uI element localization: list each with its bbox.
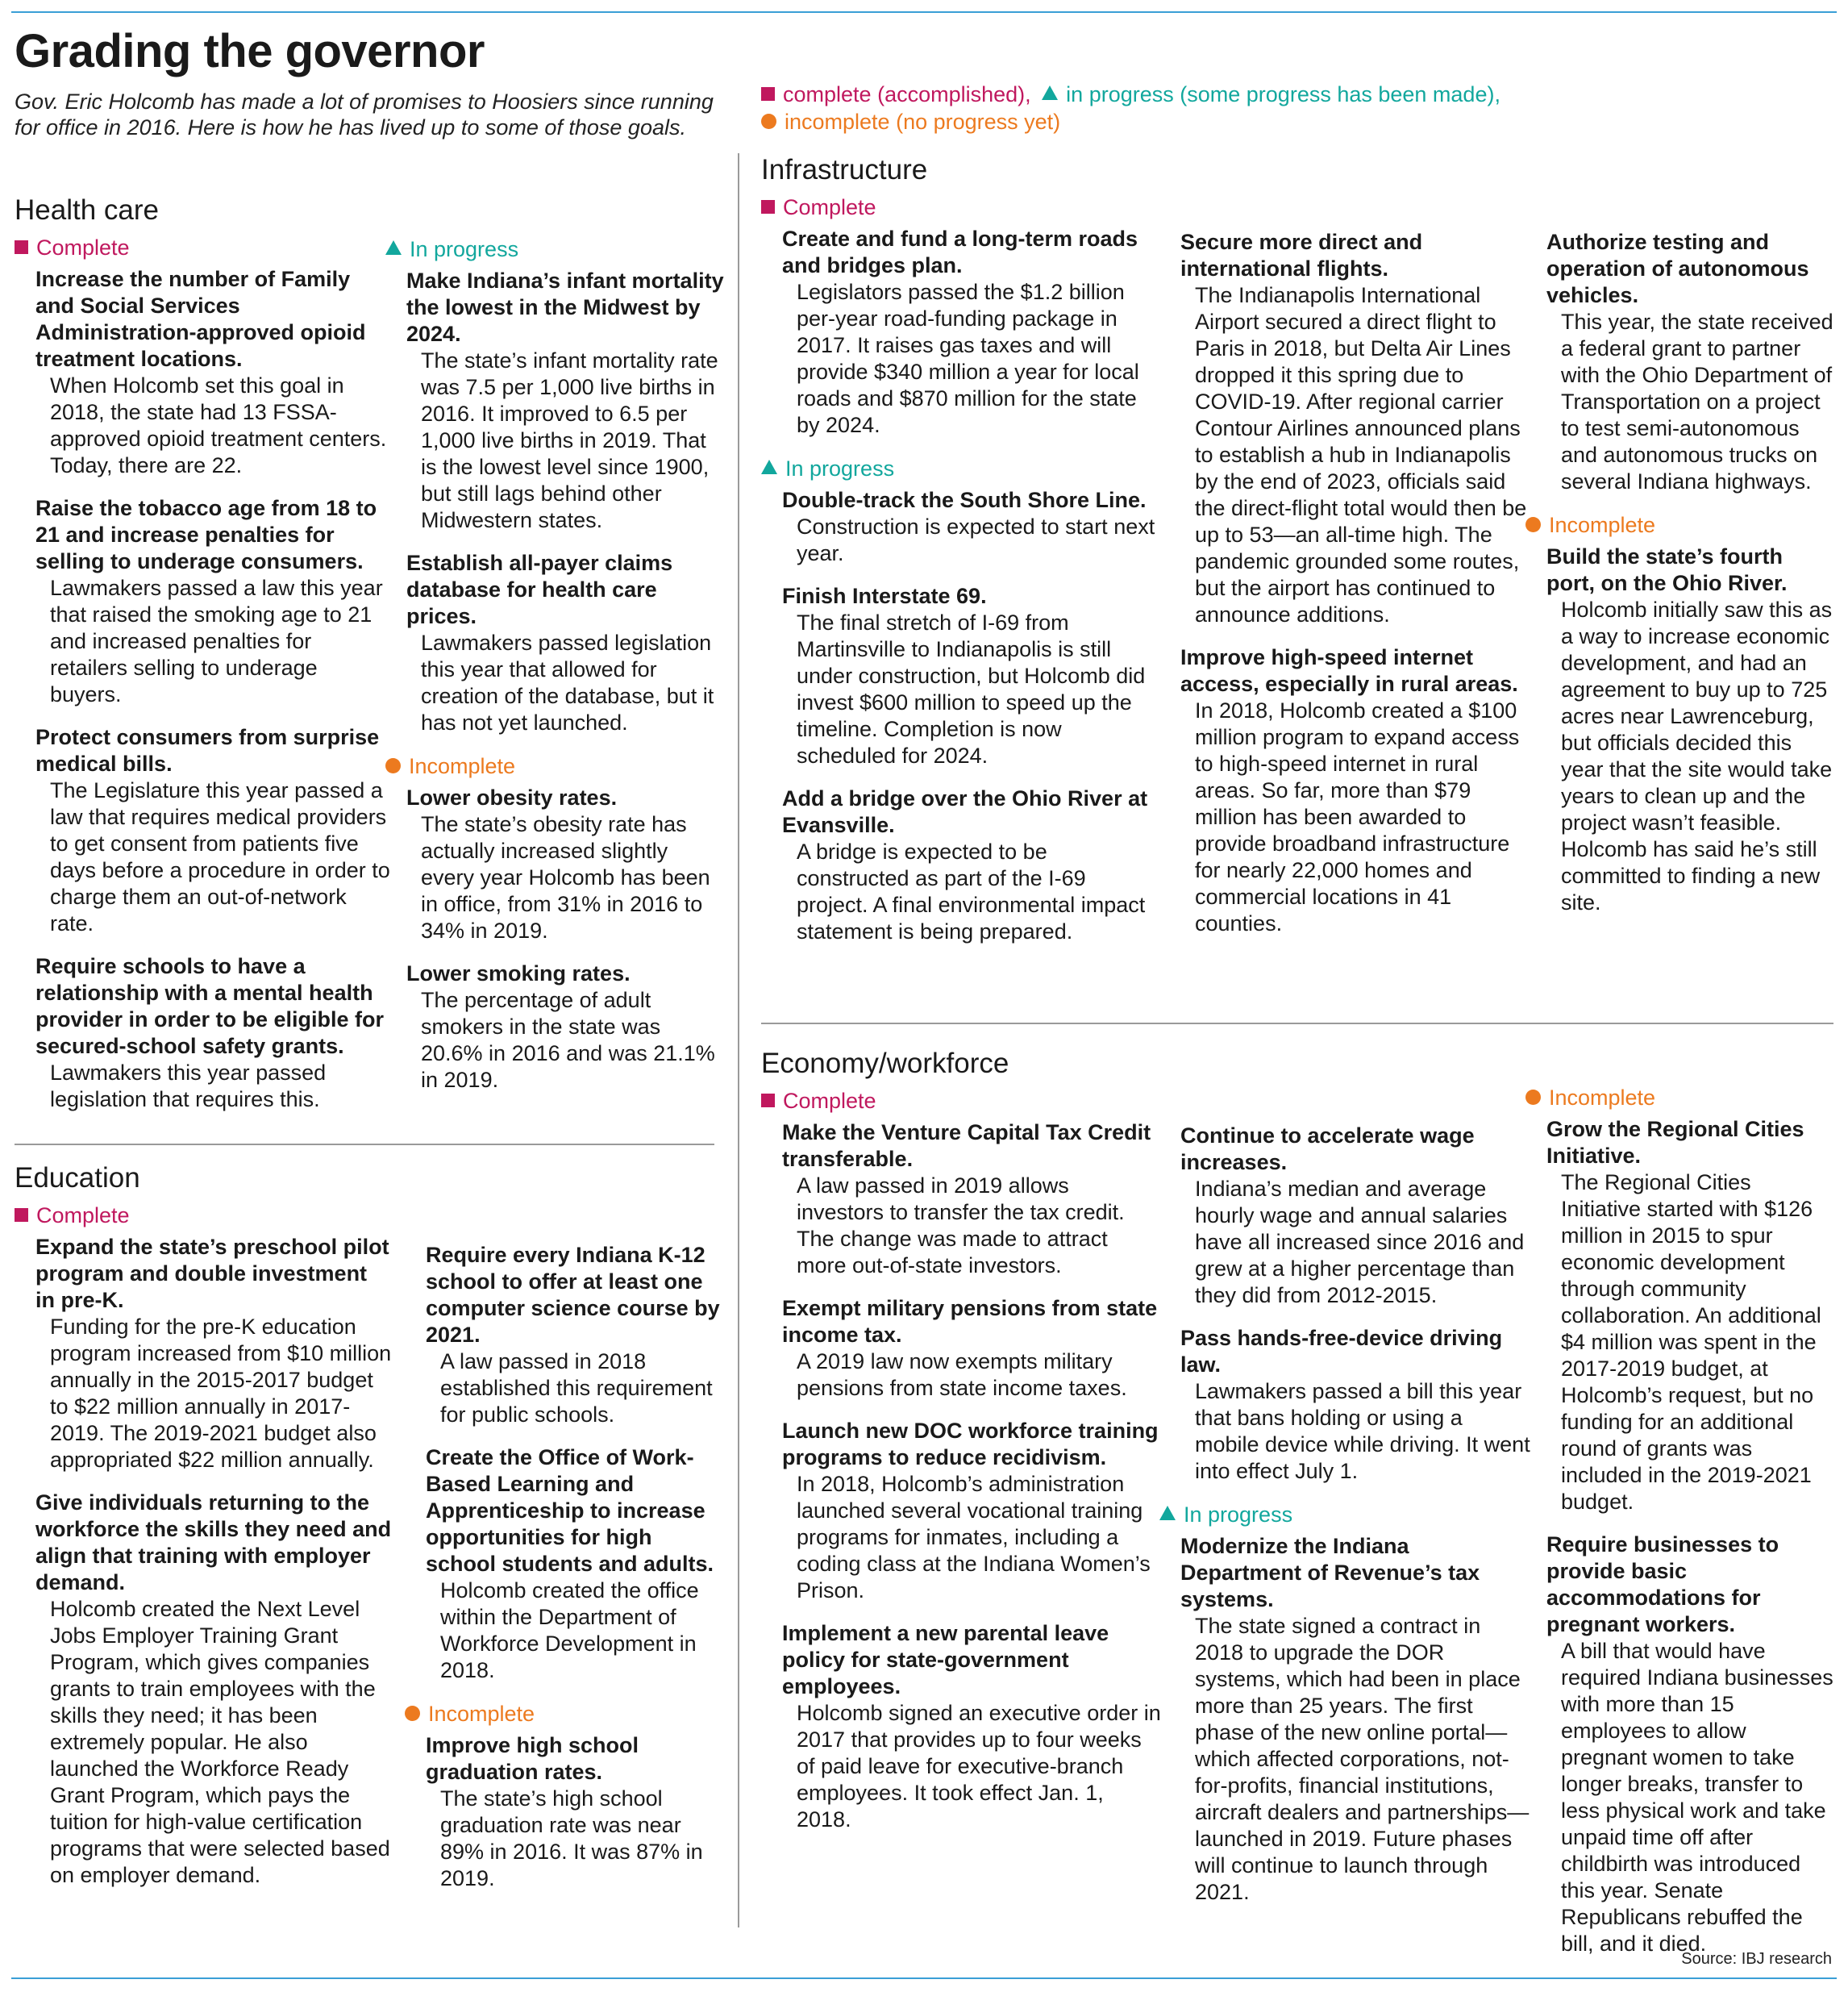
economy-column-3 — [1525, 1084, 1833, 1973]
goal-body: A bridge is expected to be constructed as part of the I-69 project. A final environmental impact statement is being prepared. — [797, 840, 1146, 944]
goal-body: Holcomb signed an executive order in 2017 that provides up to four weeks of paid leave for executive-branch employees. It took effect Jan. 1, 2018. — [797, 1701, 1161, 1832]
goal-heading: Raise the tobacco age from 18 to 21 and increase penalties for selling to underage consumers. — [35, 496, 377, 573]
goal-heading: Implement a new parental leave policy for state-government employees. — [782, 1621, 1109, 1698]
goal-heading: Add a bridge over the Ohio River at Evansville. — [782, 786, 1148, 837]
goal-item — [426, 1444, 724, 1684]
goal-item — [782, 583, 1161, 769]
goal-body: Lawmakers passed a bill this year that bans holding or using a mobile device while driving. It went into effect July 1. — [1195, 1379, 1530, 1483]
goal-body: The state’s high school graduation rate was near 89% in 2016. It was 87% in 2019. — [440, 1786, 703, 1890]
goal-heading: Create and fund a long-term roads and bridges plan. — [782, 227, 1138, 277]
goal-item — [406, 785, 724, 944]
goal-body: The state’s infant mortality rate was 7.5 per 1,000 live births in 2016. It improved to 6.5 per 1,000 live births in 2019. That is the lowest level since 1900, but still lags behind other Midwestern states. — [421, 348, 718, 532]
goal-body: A law passed in 2018 established this requirement for public schools. — [440, 1349, 713, 1427]
health-education-divider — [15, 1144, 714, 1145]
legend-incomplete: incomplete — [785, 110, 890, 134]
goal-item — [1180, 1123, 1530, 1309]
goal-body: The Legislature this year passed a law that requires medical providers to get consent from patients five days before a procedure in order to charge them an out-of-network rate. — [50, 778, 390, 936]
goal-heading: Establish all-payer claims database for health care prices. — [406, 551, 673, 628]
goal-item — [1546, 1532, 1833, 1957]
goal-body: In 2018, Holcomb’s administration launched several vocational training programs for inmates, including a coding class at the Indiana Women’s Prison. — [797, 1472, 1151, 1602]
health-section-title: Health care — [15, 194, 159, 226]
legend — [761, 81, 1809, 135]
goal-body: Lawmakers passed legislation this year that allowed for creation of the database, but it has not yet launched. — [421, 631, 714, 735]
incomplete-circle-icon — [761, 114, 776, 129]
economy-section-title: Economy/workforce — [761, 1048, 1009, 1079]
education-section-title: Education — [15, 1162, 140, 1194]
complete-square-icon — [761, 1094, 775, 1107]
goal-item — [35, 953, 392, 1113]
top-rule — [11, 11, 1837, 13]
goal-body: The state’s obesity rate has actually increased slightly every year Holcomb has been in office, from 31% in 2016 to 34% in 2019. — [421, 812, 710, 943]
goal-heading: Exempt military pensions from state income tax. — [782, 1296, 1158, 1347]
goal-heading: Grow the Regional Cities Initiative. — [1546, 1117, 1804, 1168]
incomplete-circle-icon — [1525, 517, 1541, 532]
complete-square-icon — [761, 200, 775, 214]
page-subtitle: Gov. Eric Holcomb has made a lot of promises to Hoosiers since running for office in 2016. Here is how he has lived up to some of those goals. — [15, 90, 714, 140]
goal-heading: Require every Indiana K-12 school to offer at least one computer science course by 2021. — [426, 1243, 720, 1347]
goal-item — [406, 961, 724, 1094]
goal-item — [1546, 229, 1833, 495]
goal-heading: Launch new DOC workforce training programs to reduce recidivism. — [782, 1419, 1159, 1469]
goal-heading: Build the state’s fourth port, on the Ohio River. — [1546, 544, 1788, 595]
economy-incomplete-label: Incomplete — [1525, 1084, 1833, 1111]
goal-item — [1180, 1325, 1530, 1485]
education-incomplete-label: Incomplete — [405, 1700, 724, 1727]
goal-heading: Secure more direct and international flights. — [1180, 230, 1423, 281]
goal-heading: Improve high-speed internet access, especially in rural areas. — [1180, 645, 1518, 696]
legend-row-1 — [761, 81, 1809, 108]
goal-body: This year, the state received a federal grant to partner with the Ohio Department of Transportation on a project to test semi-autonomous and autonomous trucks on several Indiana highways. — [1561, 310, 1833, 494]
health-complete-label: Complete — [15, 234, 392, 261]
infrastructure-section-title: Infrastructure — [761, 154, 928, 185]
health-in-progress-label: In progress — [385, 235, 724, 263]
goal-item — [782, 1418, 1161, 1604]
incomplete-circle-icon — [405, 1706, 420, 1721]
goal-heading: Lower smoking rates. — [406, 961, 631, 986]
goal-heading: Authorize testing and operation of autonomous vehicles. — [1546, 230, 1809, 307]
economy-column-1 — [761, 1047, 1161, 1849]
education-complete-label: Complete — [15, 1202, 392, 1229]
legend-complete: complete — [783, 82, 872, 106]
goal-heading: Create the Office of Work-Based Learning and Apprenticeship to increase opportunities for high school students and adults. — [426, 1445, 714, 1576]
source-credit: Source: IBJ research — [1681, 1950, 1832, 1968]
goal-heading: Make the Venture Capital Tax Credit transferable. — [782, 1120, 1151, 1171]
goal-body: In 2018, Holcomb created a $100 million program to expand access to high-speed internet in rural areas. So far, more than $79 million has been awarded to provide broadband infrastructure for nearly 22,000 homes and commercial locations in 41 counties. — [1195, 698, 1520, 936]
health-right-column — [385, 235, 724, 1110]
legend-in-progress: in progress — [1066, 82, 1174, 106]
incomplete-circle-icon — [385, 758, 401, 773]
goal-body: A bill that would have required Indiana businesses with more than 15 employees to allow pregnant women to take longer breaks, transfer to less physical work and take unpaid time off after childbirth was introduced this year. Senate Republicans rebuffed the bill, and it died. — [1561, 1639, 1833, 1956]
infrastructure-column-3 — [1525, 229, 1833, 932]
goal-body: The Regional Cities Initiative started with $126 million in 2015 to spur economic development through community collaboration. An additional $4 million was spent in the 2017-2019 budget, at Holcomb’s request, but no funding for an additional round of grants was included in the 2019-2021 budget. — [1561, 1170, 1821, 1514]
goal-body: Holcomb created the Next Level Jobs Employer Training Grant Program, which gives companies grants to train employees with the skills they need; it has been extremely popular. He also launched the Workforce Ready Grant Program, which pays the tuition for high-value certification programs that were selected based on employer demand. — [50, 1597, 390, 1887]
goal-item — [782, 226, 1161, 439]
goal-item — [426, 1242, 724, 1428]
goal-item — [782, 786, 1161, 945]
education-right-column — [405, 1242, 724, 1908]
bottom-rule — [11, 1977, 1837, 1979]
goal-item — [35, 1490, 392, 1889]
goal-heading: Make Indiana’s infant mortality the lowest in the Midwest by 2024. — [406, 269, 724, 346]
complete-square-icon — [15, 1208, 28, 1222]
goal-body: A 2019 law now exempts military pensions from state income taxes. — [797, 1349, 1127, 1400]
infrastructure-column-1 — [761, 153, 1161, 961]
legend-in-progress-note: (some progress has been made), — [1180, 82, 1500, 106]
goal-body: Lawmakers this year passed legislation that requires this. — [50, 1061, 327, 1111]
goal-item — [1180, 644, 1530, 937]
in-progress-triangle-icon — [1159, 1506, 1176, 1520]
goal-heading: Protect consumers from surprise medical bills. — [35, 725, 380, 776]
in-progress-triangle-icon — [761, 460, 777, 474]
goal-item — [1546, 544, 1833, 916]
education-left-column — [15, 1161, 392, 1905]
goal-body: The percentage of adult smokers in the state was 20.6% in 2016 and was 21.1% in 2019. — [421, 988, 715, 1092]
goal-body: The state signed a contract in 2018 to upgrade the DOR systems, which had been in place more than 25 years. The first phase of the new online portal—which affected corporations, not-for-profits, financial institutions, aircraft dealers and partnerships—launched in 2019. Future phases will continue to launch through 2021. — [1195, 1614, 1530, 1904]
infrastructure-incomplete-label: Incomplete — [1525, 511, 1833, 539]
goal-item — [406, 268, 724, 534]
health-left-column — [15, 194, 392, 1129]
legend-incomplete-note: (no progress yet) — [896, 110, 1061, 134]
goal-body: A law passed in 2019 allows investors to transfer the tax credit. The change was made to attract more out-of-state investors. — [797, 1173, 1125, 1277]
goal-item — [35, 266, 392, 479]
goal-body: Holcomb initially saw this as a way to increase economic development, and had an agreement to buy up to 725 acres near Lawrenceburg, but officials decided this year that the site would take years to clean up and the project wasn’t feasible. Holcomb has said he’s still committed to finding a new site. — [1561, 598, 1833, 915]
complete-square-icon — [15, 240, 28, 254]
goal-body: Construction is expected to start next year. — [797, 515, 1155, 565]
infrastructure-economy-divider — [761, 1023, 1833, 1024]
infrastructure-in-progress-label: In progress — [761, 455, 1161, 482]
goal-item — [426, 1732, 724, 1892]
goal-heading: Modernize the Indiana Department of Revenue’s tax systems. — [1180, 1534, 1480, 1611]
goal-body: Indiana’s median and average hourly wage and annual salaries have all increased since 2016 and grew at a higher percentage than they did from 2012-2015. — [1195, 1177, 1525, 1307]
goal-heading: Pass hands-free-device driving law. — [1180, 1326, 1503, 1377]
goal-body: Funding for the pre-K education program increased from $10 million annually in the 2015-2017 budget to $22 million annually in 2017-2019. The 2019-2021 budget also appropriated $22 million annually. — [50, 1315, 392, 1472]
infrastructure-complete-label: Complete — [761, 194, 1161, 221]
goal-item — [1180, 229, 1530, 628]
goal-body: Holcomb created the office within the Department of Workforce Development in 2018. — [440, 1578, 699, 1682]
goal-body: The final stretch of I-69 from Martinsville to Indianapolis is still under construction, but Holcomb did invest $600 million to speed up the timeline. Completion is now scheduled for 2024. — [797, 611, 1146, 768]
goal-item — [35, 495, 392, 708]
incomplete-circle-icon — [1525, 1090, 1541, 1105]
goal-item — [1180, 1533, 1530, 1906]
economy-in-progress-label: In progress — [1159, 1501, 1530, 1528]
goal-heading: Require businesses to provide basic accommodations for pregnant workers. — [1546, 1532, 1779, 1636]
goal-heading: Expand the state’s preschool pilot program and double investment in pre-K. — [35, 1235, 389, 1312]
goal-item — [35, 724, 392, 937]
legend-row-2 — [761, 108, 1809, 135]
economy-column-2 — [1159, 1123, 1530, 1922]
goal-heading: Require schools to have a relationship with a mental health provider in order to be eligible for secured-school safety grants. — [35, 954, 385, 1058]
goal-item — [406, 550, 724, 736]
goal-heading: Improve high school graduation rates. — [426, 1733, 639, 1784]
in-progress-triangle-icon — [385, 240, 402, 255]
goal-item — [782, 1119, 1161, 1279]
economy-complete-label: Complete — [761, 1087, 1161, 1115]
goal-heading: Give individuals returning to the workforce the skills they need and align that training with employer demand. — [35, 1490, 392, 1594]
goal-heading: Finish Interstate 69. — [782, 584, 987, 608]
goal-item — [782, 487, 1161, 567]
goal-body: Legislators passed the $1.2 billion per-year road-funding package in 2017. It raises gas taxes and will provide $340 million a year for local roads and $870 million for the state by 2024. — [797, 280, 1139, 437]
goal-body: The Indianapolis International Airport secured a direct flight to Paris in 2018, but Delta Air Lines dropped it this spring due to COVID-19. After regional carrier Contour Airlines announced plans to establish a hub in Indianapolis by the end of 2023, officials said the direct-flight total would then be up to 53—an all-time high. The pandemic grounded some routes, but the airport has continued to announce additions. — [1195, 283, 1527, 627]
page-title: Grading the governor — [15, 25, 485, 77]
in-progress-triangle-icon — [1042, 85, 1058, 100]
goal-body: Lawmakers passed a law this year that raised the smoking age to 21 and increased penalties for retailers selling to underage buyers. — [50, 576, 383, 706]
goal-item — [35, 1234, 392, 1473]
goal-body: When Holcomb set this goal in 2018, the state had 13 FSSA-approved opioid treatment centers. Today, there are 22. — [50, 373, 387, 477]
goal-item — [782, 1295, 1161, 1402]
complete-square-icon — [761, 87, 775, 101]
health-incomplete-label: Incomplete — [385, 752, 724, 780]
legend-complete-note: (accomplished), — [877, 82, 1031, 106]
goal-heading: Continue to accelerate wage increases. — [1180, 1123, 1475, 1174]
infrastructure-column-2 — [1159, 229, 1530, 953]
goal-heading: Double-track the South Shore Line. — [782, 488, 1147, 512]
goal-heading: Lower obesity rates. — [406, 786, 618, 810]
goal-heading: Increase the number of Family and Social Services Administration-approved opioid treatment locations. — [35, 267, 366, 371]
column-divider — [738, 153, 739, 1927]
goal-item — [782, 1620, 1161, 1833]
goal-item — [1546, 1116, 1833, 1515]
